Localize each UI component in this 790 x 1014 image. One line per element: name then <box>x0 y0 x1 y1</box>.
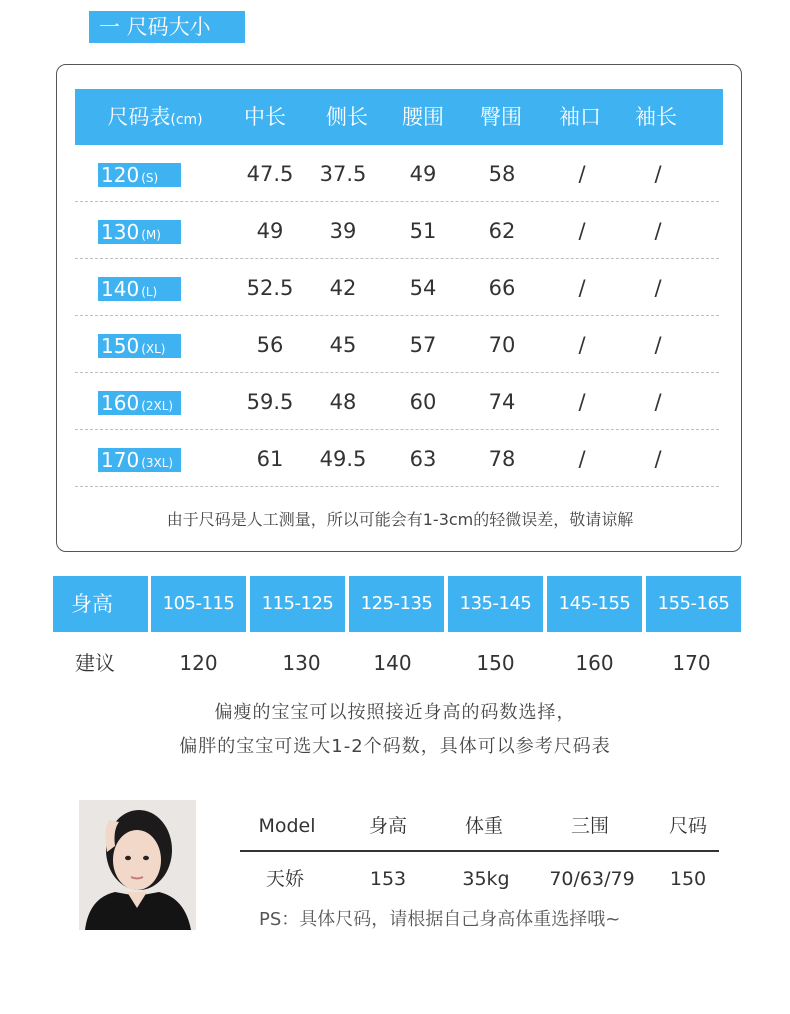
table-cell: 66 <box>488 276 516 300</box>
header-size: 尺码表(cm) <box>107 105 203 129</box>
size-label: 120 (S) <box>98 163 181 187</box>
table-row <box>75 145 719 202</box>
measurement-note: 由于尺码是人工测量，所以可能会有1-3cm的轻微误差，敬请谅解 <box>166 510 634 529</box>
table-cell: 56 <box>256 333 284 357</box>
table-cell: / <box>578 447 586 471</box>
model-header: 身高 <box>368 815 407 837</box>
height-label: 身高 <box>53 576 148 632</box>
height-range: 115-125 <box>250 576 345 632</box>
header-column: 袖长 <box>635 105 677 129</box>
table-cell: 62 <box>488 219 516 243</box>
header-column: 侧长 <box>326 105 368 129</box>
size-label: 160 (2XL) <box>98 391 181 415</box>
model-header: 尺码 <box>668 815 707 837</box>
table-cell: 51 <box>409 219 437 243</box>
model-value: 70/63/79 <box>549 868 635 890</box>
table-cell: 74 <box>488 390 516 414</box>
table-row <box>75 202 719 259</box>
table-cell: 58 <box>488 162 516 186</box>
table-cell: 49.5 <box>319 447 367 471</box>
size-label: 130 (M) <box>98 220 181 244</box>
header-column: 腰围 <box>402 105 444 129</box>
suggested-size: 120 <box>179 651 218 675</box>
table-cell: 37.5 <box>319 162 367 186</box>
height-range: 135-145 <box>448 576 543 632</box>
suggested-size: 170 <box>672 651 711 675</box>
size-label: 140 (L) <box>98 277 181 301</box>
table-cell: / <box>578 219 586 243</box>
suggested-size: 150 <box>476 651 515 675</box>
table-cell: 78 <box>488 447 516 471</box>
model-header: 体重 <box>464 815 503 837</box>
advice-line: 偏胖的宝宝可选大1-2个码数，具体可以参考尺码表 <box>179 736 611 757</box>
table-cell: 70 <box>488 333 516 357</box>
model-header: 三围 <box>570 815 609 837</box>
table-cell: 61 <box>256 447 284 471</box>
model-divider <box>240 850 719 852</box>
table-row <box>75 430 719 487</box>
section-title: 一 尺码大小 <box>89 11 245 43</box>
table-cell: 49 <box>256 219 284 243</box>
advice-line: 偏瘦的宝宝可以按照接近身高的码数选择， <box>214 702 576 723</box>
suggested-size: 130 <box>282 651 321 675</box>
table-cell: / <box>578 390 586 414</box>
table-cell: 54 <box>409 276 437 300</box>
table-cell: 52.5 <box>246 276 294 300</box>
size-chart-card <box>56 64 742 552</box>
model-photo <box>79 800 196 930</box>
model-value: 150 <box>669 868 707 890</box>
table-cell: / <box>654 333 662 357</box>
table-cell: 49 <box>409 162 437 186</box>
table-cell: / <box>578 162 586 186</box>
table-row <box>75 259 719 316</box>
table-cell: 45 <box>329 333 357 357</box>
table-cell: 63 <box>409 447 437 471</box>
table-row <box>75 373 719 430</box>
table-cell: / <box>578 333 586 357</box>
table-cell: 57 <box>409 333 437 357</box>
height-range: 155-165 <box>646 576 741 632</box>
ps-note: PS：具体尺码，请根据自己身高体重选择哦~ <box>259 909 621 930</box>
table-cell: / <box>654 447 662 471</box>
table-cell: 47.5 <box>246 162 294 186</box>
table-cell: / <box>654 162 662 186</box>
table-cell: / <box>654 276 662 300</box>
size-label: 170 (3XL) <box>98 448 181 472</box>
model-header: Model <box>258 815 316 837</box>
header-column: 中长 <box>244 105 286 129</box>
height-range: 125-135 <box>349 576 444 632</box>
size-label: 150 (XL) <box>98 334 181 358</box>
table-row <box>75 316 719 373</box>
table-cell: / <box>654 219 662 243</box>
table-cell: 39 <box>329 219 357 243</box>
height-range: 105-115 <box>151 576 246 632</box>
header-column: 袖口 <box>559 105 601 129</box>
table-cell: 42 <box>329 276 357 300</box>
height-range: 145-155 <box>547 576 642 632</box>
suggested-size: 160 <box>575 651 614 675</box>
table-cell: / <box>654 390 662 414</box>
table-cell: 48 <box>329 390 357 414</box>
suggest-label: 建议 <box>75 651 115 675</box>
model-name: 天娇 <box>265 868 304 890</box>
table-cell: 59.5 <box>246 390 294 414</box>
model-value: 153 <box>369 868 407 890</box>
size-table-header <box>75 89 723 145</box>
table-cell: 60 <box>409 390 437 414</box>
suggested-size: 140 <box>373 651 412 675</box>
table-cell: / <box>578 276 586 300</box>
model-value: 35kg <box>462 868 510 890</box>
header-column: 臀围 <box>480 105 522 129</box>
